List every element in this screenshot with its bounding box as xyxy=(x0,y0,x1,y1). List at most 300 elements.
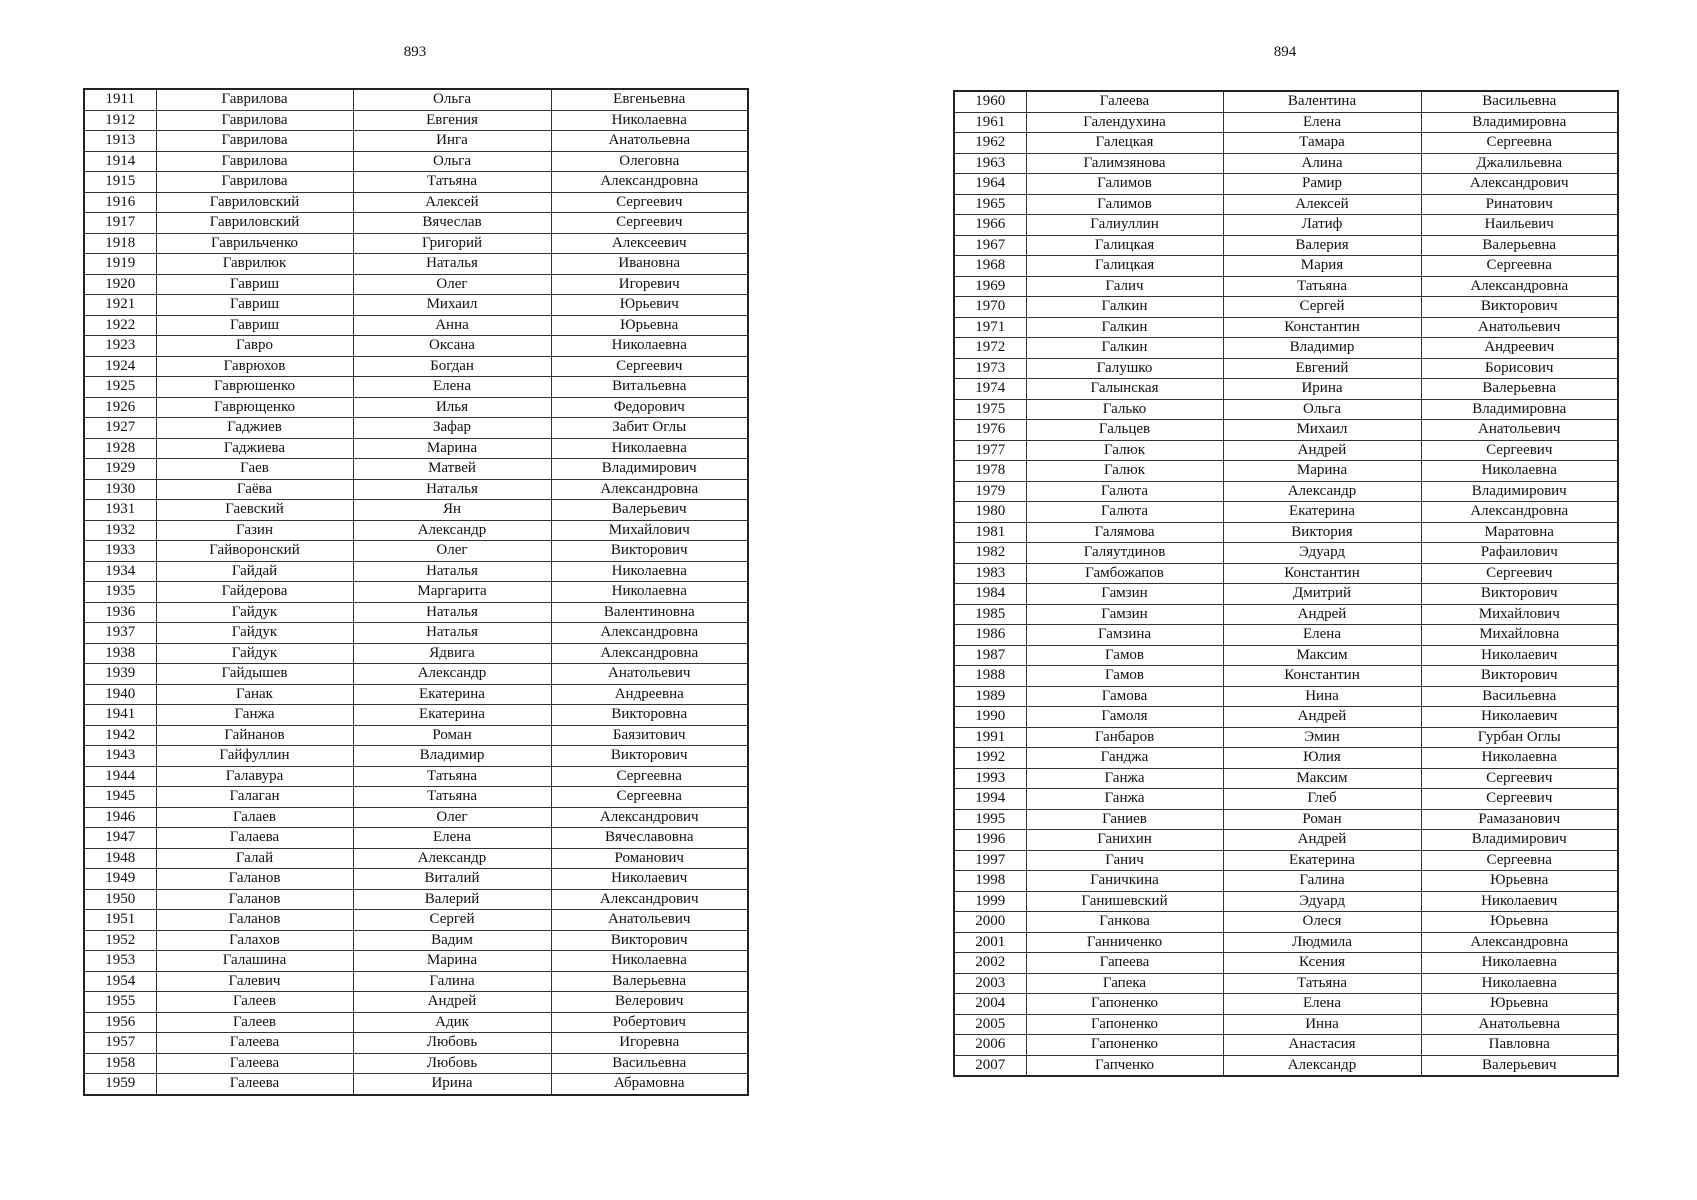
first-name-cell: Марина xyxy=(1223,461,1421,482)
row-number-cell: 1995 xyxy=(954,809,1026,830)
row-number-cell: 1918 xyxy=(84,233,156,254)
roster-body xyxy=(84,89,748,1095)
last-name-cell: Галевич xyxy=(156,971,353,992)
patronymic-cell: Евгеньевна xyxy=(551,89,748,110)
last-name-cell: Гавриловский xyxy=(156,213,353,234)
row-number-cell: 1967 xyxy=(954,235,1026,256)
table-row xyxy=(954,133,1618,154)
patronymic-cell: Олеговна xyxy=(551,151,748,172)
last-name-cell: Ганичкина xyxy=(1026,871,1223,892)
row-number-cell: 1970 xyxy=(954,297,1026,318)
first-name-cell: Андрей xyxy=(353,992,551,1013)
patronymic-cell: Юрьевна xyxy=(1421,871,1618,892)
last-name-cell: Галяутдинов xyxy=(1026,543,1223,564)
first-name-cell: Екатерина xyxy=(1223,850,1421,871)
table-row xyxy=(84,315,748,336)
table-row xyxy=(954,461,1618,482)
last-name-cell: Гавриш xyxy=(156,295,353,316)
first-name-cell: Андрей xyxy=(1223,604,1421,625)
patronymic-cell: Сергеевич xyxy=(1421,563,1618,584)
first-name-cell: Ольга xyxy=(353,151,551,172)
last-name-cell: Галахов xyxy=(156,930,353,951)
patronymic-cell: Михайлович xyxy=(1421,604,1618,625)
last-name-cell: Галюта xyxy=(1026,502,1223,523)
row-number-cell: 1994 xyxy=(954,789,1026,810)
patronymic-cell: Николаевна xyxy=(551,336,748,357)
first-name-cell: Валентина xyxy=(1223,91,1421,112)
patronymic-cell: Викторович xyxy=(551,746,748,767)
patronymic-cell: Николаевна xyxy=(1421,461,1618,482)
table-row xyxy=(84,971,748,992)
last-name-cell: Галанов xyxy=(156,869,353,890)
table-row xyxy=(84,541,748,562)
first-name-cell: Роман xyxy=(1223,809,1421,830)
table-row xyxy=(954,1014,1618,1035)
last-name-cell: Галюта xyxy=(1026,481,1223,502)
first-name-cell: Сергей xyxy=(353,910,551,931)
last-name-cell: Гамов xyxy=(1026,645,1223,666)
last-name-cell: Гапеева xyxy=(1026,953,1223,974)
patronymic-cell: Наильевич xyxy=(1421,215,1618,236)
table-row xyxy=(84,828,748,849)
patronymic-cell: Сергеевич xyxy=(551,356,748,377)
patronymic-cell: Сергеевич xyxy=(1421,789,1618,810)
table-row xyxy=(84,110,748,131)
patronymic-cell: Ринатович xyxy=(1421,194,1618,215)
patronymic-cell: Владимирович xyxy=(1421,481,1618,502)
last-name-cell: Гайдук xyxy=(156,643,353,664)
row-number-cell: 1913 xyxy=(84,131,156,152)
row-number-cell: 1951 xyxy=(84,910,156,931)
patronymic-cell: Рафаилович xyxy=(1421,543,1618,564)
row-number-cell: 1985 xyxy=(954,604,1026,625)
row-number-cell: 1963 xyxy=(954,153,1026,174)
row-number-cell: 1931 xyxy=(84,500,156,521)
first-name-cell: Эмин xyxy=(1223,727,1421,748)
last-name-cell: Гамоля xyxy=(1026,707,1223,728)
last-name-cell: Галеева xyxy=(1026,91,1223,112)
patronymic-cell: Васильевна xyxy=(551,1053,748,1074)
last-name-cell: Галеев xyxy=(156,992,353,1013)
first-name-cell: Евгений xyxy=(1223,358,1421,379)
table-row xyxy=(954,297,1618,318)
row-number-cell: 1930 xyxy=(84,479,156,500)
row-number-cell: 1991 xyxy=(954,727,1026,748)
last-name-cell: Ганихин xyxy=(1026,830,1223,851)
table-row xyxy=(84,787,748,808)
row-number-cell: 1984 xyxy=(954,584,1026,605)
patronymic-cell: Александровна xyxy=(551,623,748,644)
patronymic-cell: Анатольевна xyxy=(1421,1014,1618,1035)
table-row xyxy=(84,807,748,828)
patronymic-cell: Александровна xyxy=(1421,932,1618,953)
patronymic-cell: Юрьевич xyxy=(551,295,748,316)
row-number-cell: 1947 xyxy=(84,828,156,849)
patronymic-cell: Валерьевич xyxy=(551,500,748,521)
table-row xyxy=(84,705,748,726)
last-name-cell: Галушко xyxy=(1026,358,1223,379)
first-name-cell: Нина xyxy=(1223,686,1421,707)
row-number-cell: 1932 xyxy=(84,520,156,541)
patronymic-cell: Викторович xyxy=(1421,584,1618,605)
table-row xyxy=(84,1074,748,1095)
first-name-cell: Константин xyxy=(1223,563,1421,584)
patronymic-cell: Анатольевич xyxy=(1421,317,1618,338)
row-number-cell: 1977 xyxy=(954,440,1026,461)
last-name-cell: Галынская xyxy=(1026,379,1223,400)
table-row xyxy=(954,953,1618,974)
page-number: 894 xyxy=(1273,44,1297,60)
row-number-cell: 1992 xyxy=(954,748,1026,769)
patronymic-cell: Витальевна xyxy=(551,377,748,398)
row-number-cell: 1934 xyxy=(84,561,156,582)
patronymic-cell: Александрович xyxy=(1421,174,1618,195)
table-row xyxy=(954,686,1618,707)
table-row xyxy=(954,891,1618,912)
row-number-cell: 1982 xyxy=(954,543,1026,564)
row-number-cell: 1911 xyxy=(84,89,156,110)
patronymic-cell: Сергеевич xyxy=(1421,440,1618,461)
last-name-cell: Ганжа xyxy=(156,705,353,726)
last-name-cell: Ганжа xyxy=(1026,789,1223,810)
first-name-cell: Зафар xyxy=(353,418,551,439)
first-name-cell: Адик xyxy=(353,1012,551,1033)
table-row xyxy=(84,274,748,295)
table-row xyxy=(84,520,748,541)
first-name-cell: Татьяна xyxy=(353,787,551,808)
first-name-cell: Елена xyxy=(353,828,551,849)
row-number-cell: 1920 xyxy=(84,274,156,295)
patronymic-cell: Сергеевна xyxy=(551,766,748,787)
last-name-cell: Гапоненко xyxy=(1026,1035,1223,1056)
last-name-cell: Гапоненко xyxy=(1026,994,1223,1015)
row-number-cell: 1968 xyxy=(954,256,1026,277)
table-row xyxy=(954,215,1618,236)
last-name-cell: Ганбаров xyxy=(1026,727,1223,748)
first-name-cell: Екатерина xyxy=(1223,502,1421,523)
row-number-cell: 2004 xyxy=(954,994,1026,1015)
table-row xyxy=(954,625,1618,646)
first-name-cell: Любовь xyxy=(353,1033,551,1054)
first-name-cell: Инга xyxy=(353,131,551,152)
last-name-cell: Гаврилова xyxy=(156,89,353,110)
patronymic-cell: Романович xyxy=(551,848,748,869)
table-row xyxy=(954,748,1618,769)
row-number-cell: 1999 xyxy=(954,891,1026,912)
last-name-cell: Галиуллин xyxy=(1026,215,1223,236)
last-name-cell: Ганак xyxy=(156,684,353,705)
patronymic-cell: Анатольевич xyxy=(551,910,748,931)
first-name-cell: Сергей xyxy=(1223,297,1421,318)
table-row xyxy=(84,172,748,193)
patronymic-cell: Борисович xyxy=(1421,358,1618,379)
patronymic-cell: Велерович xyxy=(551,992,748,1013)
first-name-cell: Андрей xyxy=(1223,440,1421,461)
last-name-cell: Ганич xyxy=(1026,850,1223,871)
first-name-cell: Анна xyxy=(353,315,551,336)
patronymic-cell: Александровна xyxy=(551,172,748,193)
row-number-cell: 1942 xyxy=(84,725,156,746)
table-row xyxy=(954,235,1618,256)
last-name-cell: Ганишевский xyxy=(1026,891,1223,912)
table-row xyxy=(84,869,748,890)
first-name-cell: Дмитрий xyxy=(1223,584,1421,605)
first-name-cell: Елена xyxy=(1223,994,1421,1015)
row-number-cell: 1916 xyxy=(84,192,156,213)
patronymic-cell: Николаевна xyxy=(1421,748,1618,769)
row-number-cell: 1962 xyxy=(954,133,1026,154)
last-name-cell: Гаврилова xyxy=(156,110,353,131)
patronymic-cell: Сергеевна xyxy=(1421,133,1618,154)
roster-table xyxy=(953,90,1619,1077)
patronymic-cell: Николаевна xyxy=(551,438,748,459)
last-name-cell: Гаврилова xyxy=(156,172,353,193)
last-name-cell: Галанов xyxy=(156,889,353,910)
first-name-cell: Евгения xyxy=(353,110,551,131)
row-number-cell: 1925 xyxy=(84,377,156,398)
first-name-cell: Олег xyxy=(353,274,551,295)
table-row xyxy=(84,643,748,664)
table-row xyxy=(84,746,748,767)
first-name-cell: Олег xyxy=(353,807,551,828)
patronymic-cell: Юрьевна xyxy=(1421,994,1618,1015)
row-number-cell: 1981 xyxy=(954,522,1026,543)
patronymic-cell: Гурбан Оглы xyxy=(1421,727,1618,748)
first-name-cell: Вадим xyxy=(353,930,551,951)
row-number-cell: 1987 xyxy=(954,645,1026,666)
last-name-cell: Гаврилова xyxy=(156,131,353,152)
patronymic-cell: Рамазанович xyxy=(1421,809,1618,830)
table-row xyxy=(84,254,748,275)
row-number-cell: 1937 xyxy=(84,623,156,644)
table-row xyxy=(954,112,1618,133)
first-name-cell: Анастасия xyxy=(1223,1035,1421,1056)
row-number-cell: 1960 xyxy=(954,91,1026,112)
last-name-cell: Гайдук xyxy=(156,623,353,644)
first-name-cell: Татьяна xyxy=(1223,276,1421,297)
table-row xyxy=(954,830,1618,851)
first-name-cell: Александр xyxy=(353,848,551,869)
last-name-cell: Галеева xyxy=(156,1033,353,1054)
last-name-cell: Галашина xyxy=(156,951,353,972)
patronymic-cell: Николаевич xyxy=(551,869,748,890)
row-number-cell: 1971 xyxy=(954,317,1026,338)
patronymic-cell: Андреевна xyxy=(551,684,748,705)
first-name-cell: Александр xyxy=(353,520,551,541)
row-number-cell: 1917 xyxy=(84,213,156,234)
row-number-cell: 1998 xyxy=(954,871,1026,892)
table-row xyxy=(84,1053,748,1074)
row-number-cell: 2002 xyxy=(954,953,1026,974)
row-number-cell: 1957 xyxy=(84,1033,156,1054)
first-name-cell: Алина xyxy=(1223,153,1421,174)
table-row xyxy=(84,151,748,172)
row-number-cell: 1933 xyxy=(84,541,156,562)
last-name-cell: Галендухина xyxy=(1026,112,1223,133)
first-name-cell: Наталья xyxy=(353,254,551,275)
table-row xyxy=(84,438,748,459)
last-name-cell: Газин xyxy=(156,520,353,541)
patronymic-cell: Викторович xyxy=(551,541,748,562)
patronymic-cell: Викторович xyxy=(1421,297,1618,318)
patronymic-cell: Валерьевна xyxy=(551,971,748,992)
table-row xyxy=(954,789,1618,810)
table-row xyxy=(84,336,748,357)
row-number-cell: 1929 xyxy=(84,459,156,480)
last-name-cell: Галюк xyxy=(1026,440,1223,461)
last-name-cell: Галеева xyxy=(156,1074,353,1095)
table-row xyxy=(954,379,1618,400)
table-row xyxy=(954,707,1618,728)
first-name-cell: Виктория xyxy=(1223,522,1421,543)
row-number-cell: 1959 xyxy=(84,1074,156,1095)
first-name-cell: Алексей xyxy=(1223,194,1421,215)
patronymic-cell: Васильевна xyxy=(1421,686,1618,707)
first-name-cell: Инна xyxy=(1223,1014,1421,1035)
table-row xyxy=(954,973,1618,994)
first-name-cell: Ирина xyxy=(353,1074,551,1095)
patronymic-cell: Баязитович xyxy=(551,725,748,746)
row-number-cell: 1974 xyxy=(954,379,1026,400)
table-row xyxy=(84,377,748,398)
patronymic-cell: Николаевна xyxy=(1421,953,1618,974)
patronymic-cell: Владимирович xyxy=(1421,830,1618,851)
row-number-cell: 1969 xyxy=(954,276,1026,297)
first-name-cell: Наталья xyxy=(353,479,551,500)
table-row xyxy=(84,623,748,644)
row-number-cell: 1928 xyxy=(84,438,156,459)
row-number-cell: 1978 xyxy=(954,461,1026,482)
last-name-cell: Гаврилова xyxy=(156,151,353,172)
table-row xyxy=(954,338,1618,359)
first-name-cell: Татьяна xyxy=(353,172,551,193)
last-name-cell: Гамова xyxy=(1026,686,1223,707)
patronymic-cell: Робертович xyxy=(551,1012,748,1033)
first-name-cell: Глеб xyxy=(1223,789,1421,810)
patronymic-cell: Александровна xyxy=(1421,502,1618,523)
patronymic-cell: Валерьевна xyxy=(1421,235,1618,256)
last-name-cell: Гапченко xyxy=(1026,1055,1223,1076)
table-row xyxy=(954,604,1618,625)
last-name-cell: Гавро xyxy=(156,336,353,357)
first-name-cell: Владимир xyxy=(353,746,551,767)
first-name-cell: Матвей xyxy=(353,459,551,480)
table-row xyxy=(84,1033,748,1054)
row-number-cell: 1950 xyxy=(84,889,156,910)
table-row xyxy=(954,645,1618,666)
last-name-cell: Галимзянова xyxy=(1026,153,1223,174)
row-number-cell: 1927 xyxy=(84,418,156,439)
table-row xyxy=(954,768,1618,789)
patronymic-cell: Анатольевич xyxy=(551,664,748,685)
first-name-cell: Наталья xyxy=(353,561,551,582)
patronymic-cell: Владимировна xyxy=(1421,112,1618,133)
table-row xyxy=(954,666,1618,687)
patronymic-cell: Викторович xyxy=(1421,666,1618,687)
first-name-cell: Оксана xyxy=(353,336,551,357)
row-number-cell: 1965 xyxy=(954,194,1026,215)
first-name-cell: Мария xyxy=(1223,256,1421,277)
table-row xyxy=(84,992,748,1013)
row-number-cell: 1990 xyxy=(954,707,1026,728)
table-row xyxy=(954,399,1618,420)
first-name-cell: Елена xyxy=(1223,625,1421,646)
table-row xyxy=(954,809,1618,830)
last-name-cell: Ганжа xyxy=(1026,768,1223,789)
patronymic-cell: Маратовна xyxy=(1421,522,1618,543)
row-number-cell: 1955 xyxy=(84,992,156,1013)
last-name-cell: Гайдай xyxy=(156,561,353,582)
row-number-cell: 1954 xyxy=(84,971,156,992)
patronymic-cell: Михайловна xyxy=(1421,625,1618,646)
first-name-cell: Марина xyxy=(353,951,551,972)
last-name-cell: Гамзина xyxy=(1026,625,1223,646)
last-name-cell: Галаева xyxy=(156,828,353,849)
patronymic-cell: Николаевна xyxy=(1421,973,1618,994)
table-row xyxy=(954,153,1618,174)
first-name-cell: Любовь xyxy=(353,1053,551,1074)
last-name-cell: Гапоненко xyxy=(1026,1014,1223,1035)
last-name-cell: Ганджа xyxy=(1026,748,1223,769)
row-number-cell: 1940 xyxy=(84,684,156,705)
table-row xyxy=(84,295,748,316)
row-number-cell: 1924 xyxy=(84,356,156,377)
patronymic-cell: Игоревна xyxy=(551,1033,748,1054)
first-name-cell: Михаил xyxy=(353,295,551,316)
last-name-cell: Гайнанов xyxy=(156,725,353,746)
row-number-cell: 1915 xyxy=(84,172,156,193)
row-number-cell: 1976 xyxy=(954,420,1026,441)
patronymic-cell: Андреевич xyxy=(1421,338,1618,359)
last-name-cell: Гаврюшенко xyxy=(156,377,353,398)
last-name-cell: Галеев xyxy=(156,1012,353,1033)
first-name-cell: Илья xyxy=(353,397,551,418)
row-number-cell: 1952 xyxy=(84,930,156,951)
row-number-cell: 1949 xyxy=(84,869,156,890)
table-row xyxy=(954,174,1618,195)
patronymic-cell: Сергеевна xyxy=(1421,850,1618,871)
last-name-cell: Галецкая xyxy=(1026,133,1223,154)
last-name-cell: Гаджиев xyxy=(156,418,353,439)
last-name-cell: Гаврюхов xyxy=(156,356,353,377)
last-name-cell: Гайдышев xyxy=(156,664,353,685)
last-name-cell: Гавриш xyxy=(156,274,353,295)
row-number-cell: 1923 xyxy=(84,336,156,357)
table-row xyxy=(954,1035,1618,1056)
table-row xyxy=(84,233,748,254)
table-row xyxy=(954,871,1618,892)
patronymic-cell: Викторович xyxy=(551,930,748,951)
row-number-cell: 1936 xyxy=(84,602,156,623)
first-name-cell: Рамир xyxy=(1223,174,1421,195)
patronymic-cell: Валерьевна xyxy=(1421,379,1618,400)
row-number-cell: 1961 xyxy=(954,112,1026,133)
table-row xyxy=(954,481,1618,502)
patronymic-cell: Николаевич xyxy=(1421,645,1618,666)
table-row xyxy=(84,930,748,951)
row-number-cell: 1953 xyxy=(84,951,156,972)
patronymic-cell: Игоревич xyxy=(551,274,748,295)
first-name-cell: Виталий xyxy=(353,869,551,890)
table-row xyxy=(84,1012,748,1033)
patronymic-cell: Валерьевич xyxy=(1421,1055,1618,1076)
last-name-cell: Галаев xyxy=(156,807,353,828)
row-number-cell: 2003 xyxy=(954,973,1026,994)
row-number-cell: 1935 xyxy=(84,582,156,603)
first-name-cell: Татьяна xyxy=(353,766,551,787)
row-number-cell: 1958 xyxy=(84,1053,156,1074)
first-name-cell: Эдуард xyxy=(1223,543,1421,564)
